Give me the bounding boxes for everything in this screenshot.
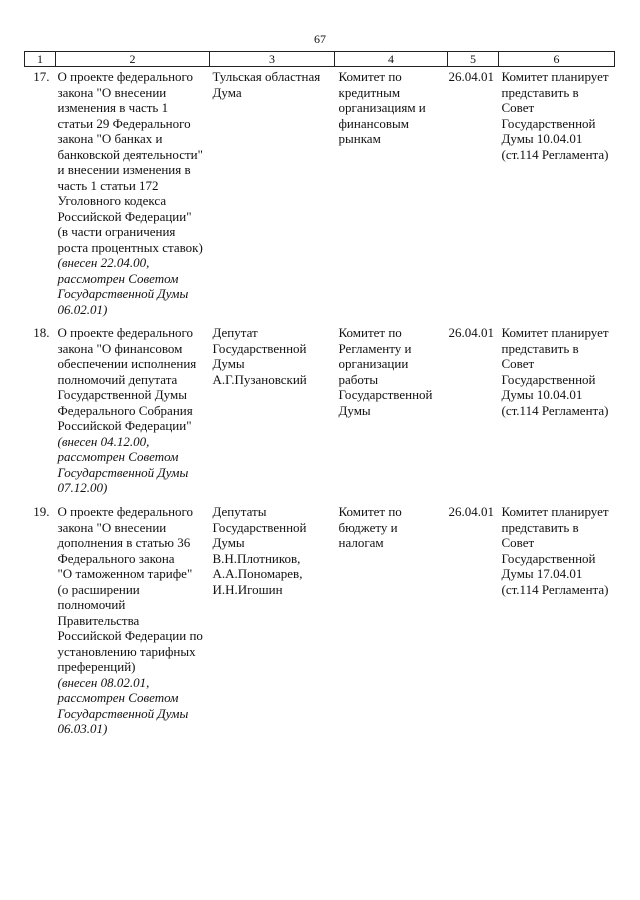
responsible-committee: Комитет по кредитным организациям и финансовым рынкам [338, 69, 426, 146]
responsible-committee: Комитет по Регламенту и организации работы Государственной Думы [338, 325, 433, 418]
author-cell [210, 502, 335, 737]
bill-title: О проекте федерального закона "О финансовом обеспечении исполнения полномочий депутата Государственной Думы Федерального Собрания Российской Федерации" [57, 325, 197, 433]
committee-cell [335, 323, 448, 502]
item-number: 18. [33, 325, 50, 340]
committee-cell [335, 502, 448, 737]
item-number: 17. [33, 69, 50, 84]
bill-author: Депутаты Государственной Думы В.Н.Плотников, А.А.Пономарев, И.Н.Игошин [212, 504, 307, 597]
bill-title: О проекте федерального закона "О внесении дополнения в статью 36 Федерального закона "О таможенном тарифе" (о расширении полномочий Правительства Российской Федерации по установлению тарифных преференций) [57, 504, 203, 674]
committee-note: Комитет планирует представить в Совет Государственной Думы 17.04.01 (ст.114 Регламента) [501, 504, 609, 597]
column-number-4: 4 [335, 52, 448, 67]
column-number-5: 5 [448, 52, 499, 67]
bill-status: (внесен 22.04.00, рассмотрен Советом Государственной Думы 06.02.01) [57, 255, 189, 317]
author-cell [210, 67, 335, 324]
column-number-6: 6 [499, 52, 615, 67]
table-row [25, 323, 615, 502]
column-number-header [25, 52, 615, 67]
note-cell [499, 502, 615, 737]
column-number-3: 3 [210, 52, 335, 67]
review-date: 26.04.01 [448, 69, 494, 84]
item-number: 19. [33, 504, 50, 519]
bill-cell [56, 502, 210, 737]
bill-status: (внесен 08.02.01, рассмотрен Советом Государственной Думы 06.03.01) [57, 674, 189, 736]
committee-cell [335, 67, 448, 324]
column-number-2: 2 [56, 52, 210, 67]
author-cell [210, 323, 335, 502]
committee-note: Комитет планирует представить в Совет Государственной Думы 10.04.01 (ст.114 Регламента) [501, 69, 609, 162]
note-cell [499, 67, 615, 324]
bill-cell [56, 323, 210, 502]
column-number-1: 1 [25, 52, 56, 67]
bill-author: Тульская областная Дума [212, 69, 321, 100]
review-date: 26.04.01 [448, 504, 494, 519]
table-row [25, 67, 615, 324]
bill-status: (внесен 04.12.00, рассмотрен Советом Государственной Думы 07.12.00) [57, 433, 189, 495]
committee-note: Комитет планирует представить в Совет Государственной Думы 10.04.01 (ст.114 Регламента) [501, 325, 609, 418]
responsible-committee: Комитет по бюджету и налогам [338, 504, 402, 550]
agenda-table [24, 51, 615, 737]
bill-author: Депутат Государственной Думы А.Г.Пузановский [212, 325, 307, 387]
note-cell [499, 323, 615, 502]
review-date: 26.04.01 [448, 325, 494, 340]
table-row [25, 502, 615, 737]
bill-title: О проекте федерального закона "О внесении изменения в часть 1 статьи 29 Федерального закона "О банках и банковской деятельности" и внесении изменения в часть 1 статьи 172 Уголовного кодекса Российской Федерации" (в части ограничения роста процентных ставок) [57, 69, 203, 255]
bill-cell [56, 67, 210, 324]
page-number: 67 [314, 32, 326, 46]
